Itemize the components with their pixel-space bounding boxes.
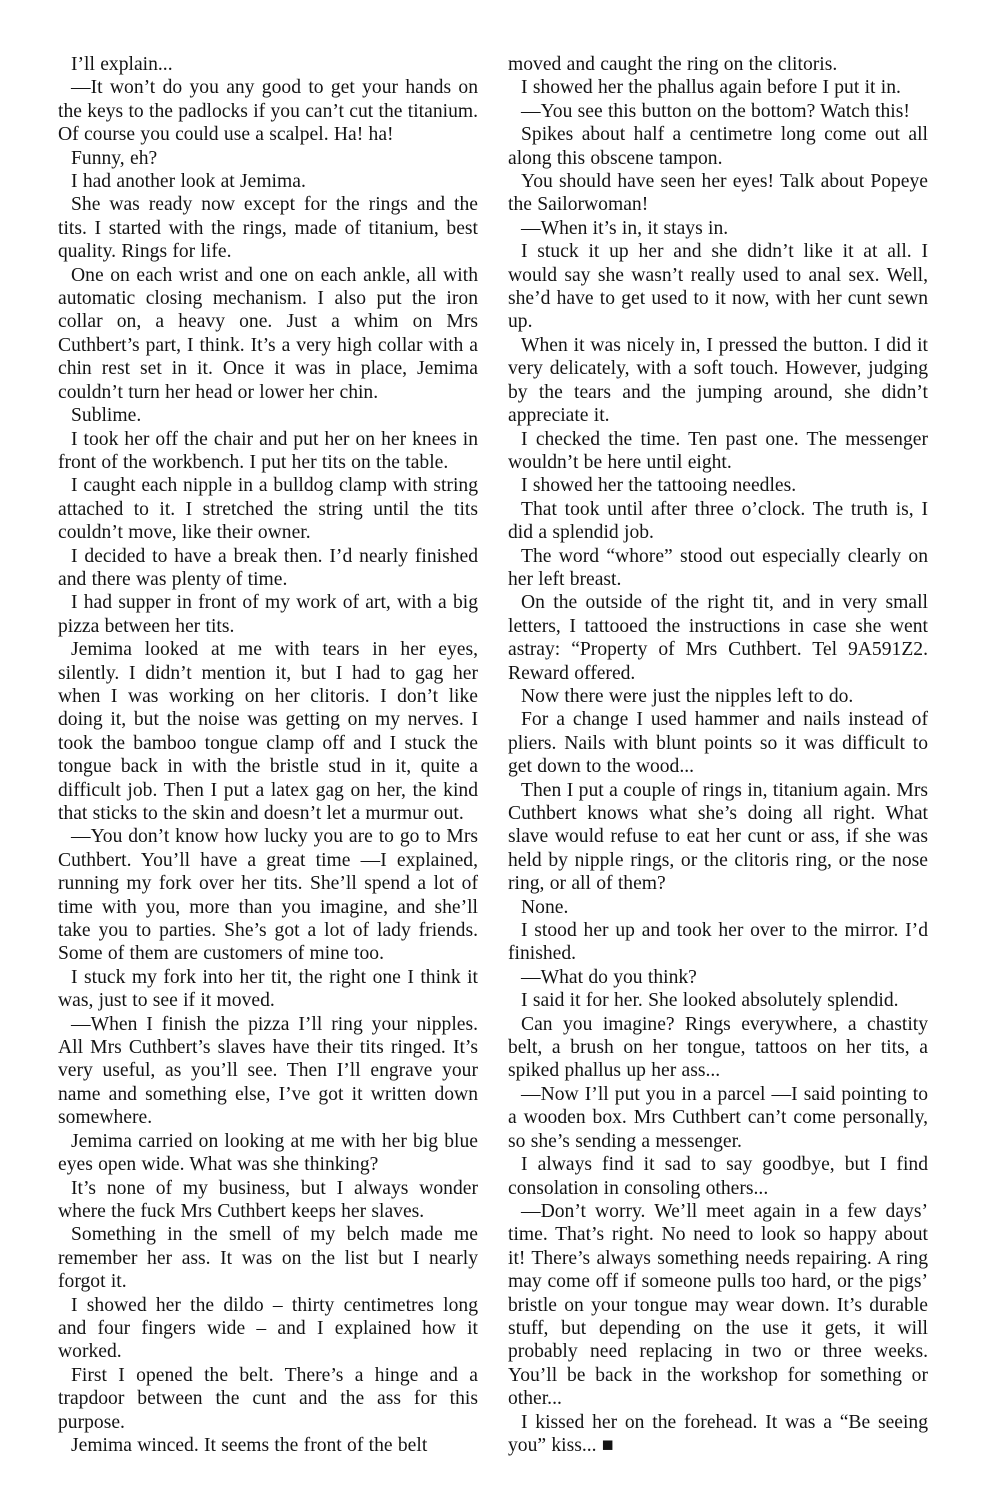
paragraph: Spikes about half a centimetre long come out all along this obscene tampon. bbox=[508, 124, 928, 169]
text-column-right bbox=[508, 53, 928, 1511]
paragraph: —When it’s in, it stays in. bbox=[521, 217, 729, 239]
paragraph: I checked the time. Ten past one. The messenger wouldn’t be here until eight. bbox=[508, 428, 928, 473]
paragraph: Sublime. bbox=[71, 405, 142, 427]
paragraph: —Now I’ll put you in a parcel —I said pointing to a wooden box. Mrs Cuthbert can’t come personally, so she’s sending a messenger. bbox=[508, 1083, 928, 1152]
paragraph: I kissed her on the forehead. It was a “Be seeing you” kiss... ■ bbox=[508, 1411, 928, 1456]
paragraph: —You see this button on the bottom? Watch this! bbox=[521, 100, 910, 122]
paragraph: I said it for her. She looked absolutely splendid. bbox=[521, 990, 899, 1012]
paragraph: That took until after three o’clock. The truth is, I did a splendid job. bbox=[508, 498, 928, 544]
paragraph: —What do you think? bbox=[521, 966, 697, 988]
paragraph: I had supper in front of my work of art, with a big pizza between her tits. bbox=[58, 592, 478, 637]
paragraph: moved and caught the ring on the clitoris. bbox=[508, 54, 838, 75]
paragraph: Something in the smell of my belch made me remember her ass. It was on the list but I nearly forgot it. bbox=[58, 1224, 478, 1293]
paragraph: Jemima carried on looking at me with her big blue eyes open wide. What was she thinking? bbox=[58, 1130, 478, 1176]
paragraph: I’ll explain... bbox=[71, 54, 173, 75]
paragraph: None. bbox=[521, 896, 569, 918]
paragraph: It’s none of my business, but I always wonder where the fuck Mrs Cuthbert keeps her slaves. bbox=[58, 1177, 478, 1222]
paragraph: When it was nicely in, I pressed the button. I did it very delicately, with a soft touch. However, judging by the tears and the jumping around, she didn’t appreciate it. bbox=[508, 334, 928, 427]
paragraph: Jemima winced. It seems the front of the belt bbox=[71, 1434, 428, 1456]
text-column-left bbox=[58, 53, 478, 1511]
paragraph: I stood her up and took her over to the mirror. I’d finished. bbox=[508, 920, 928, 965]
paragraph: Then I put a couple of rings in, titanium again. Mrs Cuthbert knows what she’s doing all right. What slave would refuse to eat her cunt or ass, if she was held by nipple rings, or the clitoris ring, or the nose ring, or all of them? bbox=[508, 779, 928, 895]
paragraph: I showed her the phallus again before I put it in. bbox=[521, 77, 901, 99]
paragraph: The word “whore” stood out especially clearly on her left breast. bbox=[508, 545, 928, 590]
paragraph: Funny, eh? bbox=[71, 147, 158, 169]
paragraph: —Don’t worry. We’ll meet again in a few days’ time. That’s right. No need to look so happy about it! There’s always something needs repairing. A ring may come off if someone pulls too hard, or the pigs’ bristle on your tongue may wear down. It’s durable stuff, but depending on the use it gets, it will probably need replacing in two or three weeks. You’ll be back in the workshop for something or other... bbox=[508, 1200, 928, 1410]
paragraph: I had another look at Jemima. bbox=[71, 171, 306, 193]
paragraph: Jemima looked at me with tears in her eyes, silently. I didn’t mention it, but I had to gag her when I was working on her clitoris. I don’t like doing it, but the noise was getting on my nerves. I took the bamboo tongue clamp off and I stuck the tongue back in with the bristle stud in it, quite a difficult job. Then I put a latex gag on her, the kind that sticks to the skin and doesn’t let a murmur out. bbox=[58, 639, 478, 824]
paragraph: Can you imagine? Rings everywhere, a chastity belt, a brush on her tongue, tattoos on her tits, a spiked phallus up her ass... bbox=[508, 1013, 928, 1082]
paragraph: —It won’t do you any good to get your hands on the keys to the padlocks if you can’t cut the titanium. Of course you could use a scalpel. Ha! ha! bbox=[58, 77, 478, 146]
paragraph: One on each wrist and one on each ankle, all with automatic closing mechanism. I also put the iron collar on, a heavy one. Just a whim on Mrs Cuthbert’s part, I think. It’s a very high collar with a chin rest set in it. Once it was in place, Jemima couldn’t turn her head or lower her chin. bbox=[58, 264, 478, 403]
paragraph: I caught each nipple in a bulldog clamp with string attached to it. I stretched the string until the tits couldn’t move, like their owner. bbox=[58, 475, 478, 544]
paragraph: I showed her the tattooing needles. bbox=[521, 475, 797, 497]
paragraph: I always find it sad to say goodbye, but I find consolation in consoling others... bbox=[508, 1154, 928, 1199]
paragraph: —When I finish the pizza I’ll ring your nipples. All Mrs Cuthbert’s slaves have their tits ringed. It’s very useful, as you’ll see. Then I’ll engrave your name and something else, I’ve got it written down somewhere. bbox=[58, 1013, 478, 1129]
paragraph: I showed her the dildo – thirty centimetres long and four fingers wide – and I explained how it worked. bbox=[58, 1294, 478, 1363]
paragraph: I stuck my fork into her tit, the right one I think it was, just to see if it moved. bbox=[58, 966, 478, 1012]
paragraph: I stuck it up her and she didn’t like it at all. I would say she wasn’t really used to anal sex. Well, she’d have to get used to it now, with her cunt sewn up. bbox=[508, 241, 928, 333]
paragraph: For a change I used hammer and nails instead of pliers. Nails with blunt points so it was difficult to get down to the wood... bbox=[508, 709, 928, 778]
paragraph: You should have seen her eyes! Talk about Popeye the Sailorwoman! bbox=[508, 171, 928, 216]
paragraph: On the outside of the right tit, and in very small letters, I tattooed the instructions in case she went astray: “Property of Mrs Cuthbert. Tel 9A591Z2. Reward offered. bbox=[508, 592, 928, 684]
paragraph: She was ready now except for the rings and the tits. I started with the rings, made of titanium, best quality. Rings for life. bbox=[58, 194, 478, 263]
paragraph: Now there were just the nipples left to do. bbox=[521, 685, 854, 707]
paragraph: I decided to have a break then. I’d nearly finished and there was plenty of time. bbox=[58, 545, 478, 590]
paragraph: First I opened the belt. There’s a hinge and a trapdoor between the cunt and the ass for this purpose. bbox=[58, 1364, 478, 1433]
paragraph: —You don’t know how lucky you are to go to Mrs Cuthbert. You’ll have a great time —I explained, running my fork over her tits. She’ll spend a lot of time with you, more than you imagine, and she’ll take you to parties. She’s got a lot of lady friends. Some of them are customers of mine too. bbox=[58, 826, 478, 965]
paragraph: I took her off the chair and put her on her knees in front of the workbench. I put her tits on the table. bbox=[58, 428, 478, 473]
